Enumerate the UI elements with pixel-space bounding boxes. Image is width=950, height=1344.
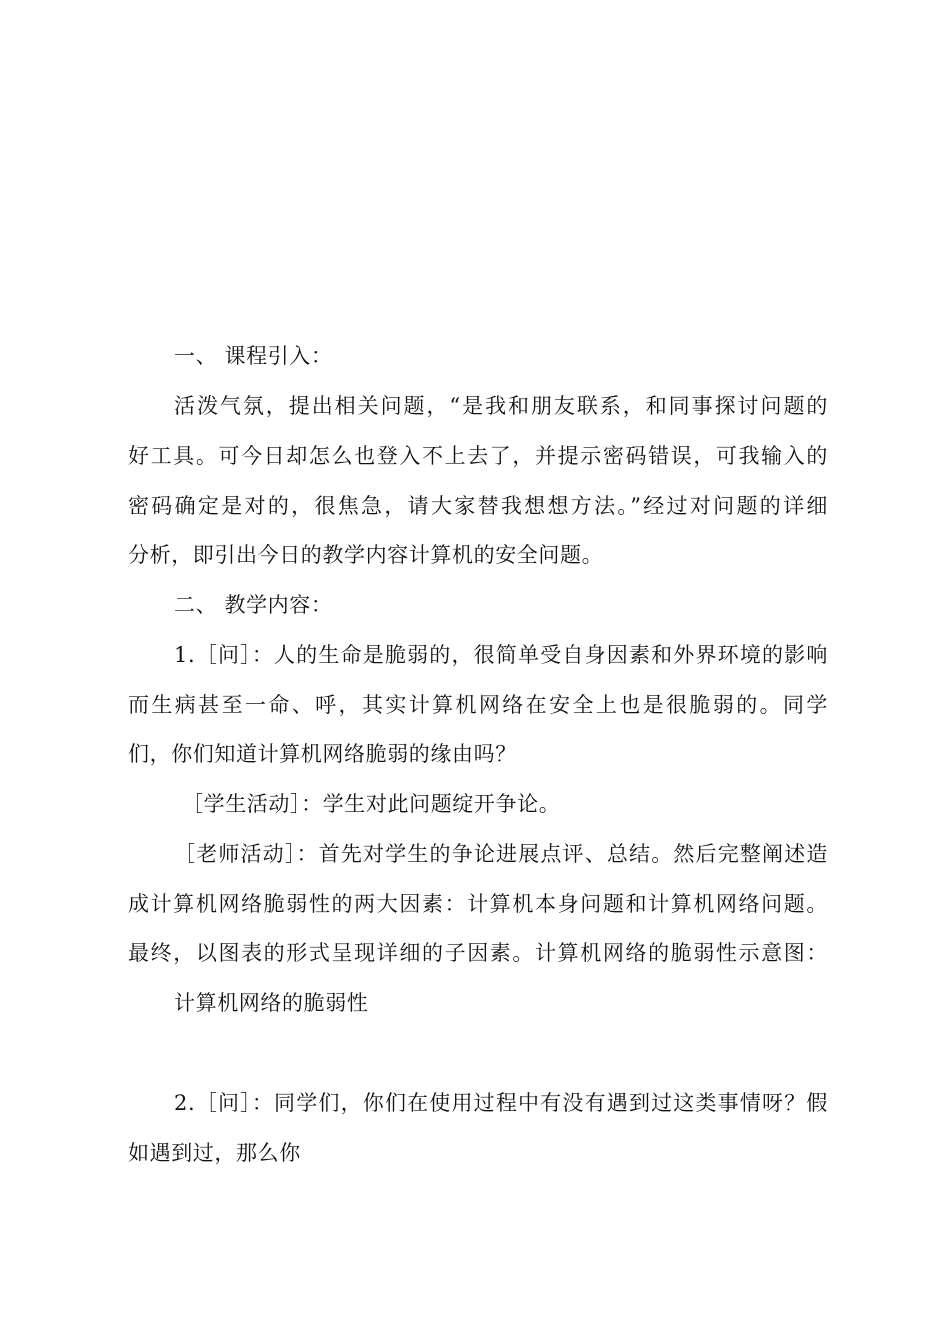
question-2-line: 如遇到过，那么你 bbox=[128, 1141, 301, 1165]
student-activity: ［学生活动］：学生对此问题绽开争论。 bbox=[182, 792, 561, 816]
paragraph-line: 活泼气氛，提出相关问题，“是我和朋友联系，和同事探讨问题的 bbox=[174, 394, 828, 418]
question-1-line: 们，你们知道计算机网络脆弱的缘由吗？ bbox=[128, 742, 517, 766]
question-2-line: 2.［问］：同学们，你们在使用过程中有没有遇到过这类事情呀？假 bbox=[174, 1091, 828, 1115]
paragraph-line: 分析，即引出今日的教学内容计算机的安全问题。 bbox=[128, 543, 604, 567]
section-heading-1: 一、 课程引入： bbox=[174, 344, 333, 368]
teacher-activity-line: ［老师活动］：首先对学生的争论进展点评、总结。然后完整阐述造 bbox=[174, 842, 828, 866]
question-1-line: 而生病甚至一命、呼，其实计算机网络在安全上也是很脆弱的。同学 bbox=[128, 693, 828, 717]
diagram-caption: 计算机网络的脆弱性 bbox=[174, 991, 369, 1015]
question-1-line: 1.［问］：人的生命是脆弱的，很简单受自身因素和外界环境的影响 bbox=[174, 643, 828, 667]
teacher-activity-line: 最终，以图表的形式呈现详细的子因素。计算机网络的脆弱性示意图： bbox=[128, 941, 828, 965]
teacher-activity-line: 成计算机网络脆弱性的两大因素：计算机本身问题和计算机网络问题。 bbox=[128, 892, 828, 916]
paragraph-line: 密码确定是对的，很焦急，请大家替我想想方法。”经过对问题的详细 bbox=[128, 494, 828, 518]
paragraph-line: 好工具。可今日却怎么也登入不上去了，并提示密码错误，可我输入的 bbox=[128, 444, 828, 468]
section-heading-2: 二、 教学内容： bbox=[174, 593, 333, 617]
